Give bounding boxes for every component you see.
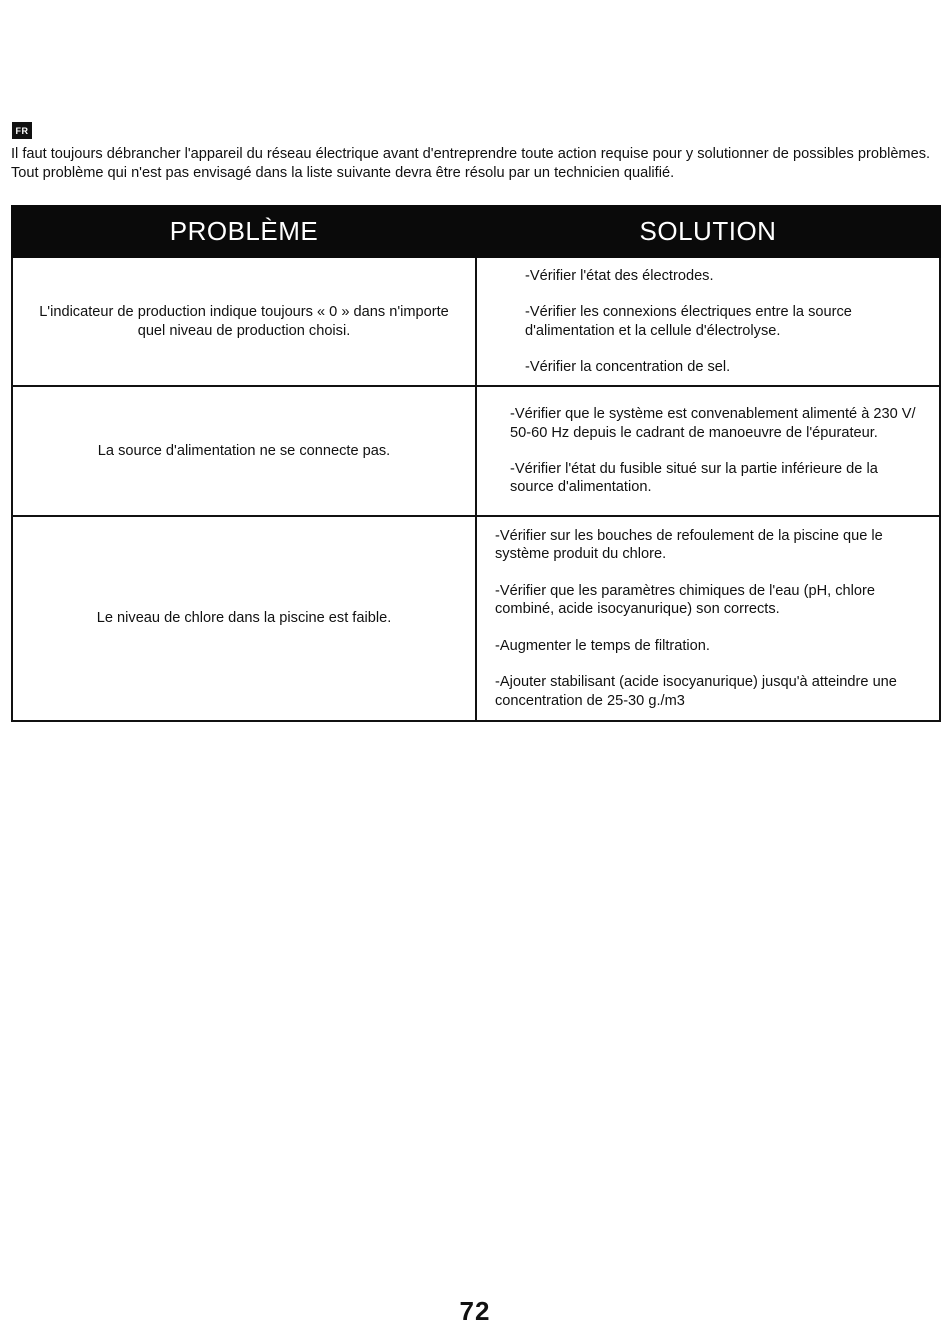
- solution-item: -Vérifier les connexions électriques entre la source d'alimentation et la cellule d'électrolyse.: [525, 304, 852, 339]
- page-number: 72: [459, 1296, 491, 1326]
- problem-cell: Le niveau de chlore dans la piscine est faible.: [12, 516, 476, 721]
- solution-item: -Vérifier que le système est convenablement alimenté à 230 V/ 50-60 Hz depuis le cadrant de manoeuvre de l'épurateur.: [510, 406, 916, 441]
- solution-item: -Vérifier sur les bouches de refoulement de la piscine que le système produit du chlore.: [495, 528, 883, 563]
- intro-paragraph: Il faut toujours débrancher l'appareil du réseau électrique avant d'entreprendre toute action requise pour y solutionner de possibles problèmes. Tout problème qui n'est pas envisagé dans la liste suivante devra être résolu par un technicien qualifié.: [11, 146, 931, 181]
- solution-item: -Vérifier l'état des électrodes.: [525, 267, 714, 284]
- table-row: [12, 386, 940, 516]
- solution-cell: [476, 257, 940, 386]
- problem-cell: La source d'alimentation ne se connecte pas.: [12, 386, 476, 516]
- solution-cell: [476, 516, 940, 721]
- solution-cell: [476, 386, 940, 516]
- table-header-row: [12, 206, 940, 257]
- header-solution: SOLUTION: [476, 206, 940, 257]
- solution-item: -Vérifier que les paramètres chimiques de l'eau (pH, chlore combiné, acide isocyanurique) son corrects.: [495, 582, 875, 618]
- solution-item: -Augmenter le temps de filtration.: [495, 637, 710, 654]
- language-badge: FR: [12, 122, 32, 139]
- header-problem: PROBLÈME: [12, 206, 476, 257]
- solution-item: -Vérifier l'état du fusible situé sur la partie inférieure de la source d'alimentation.: [510, 461, 878, 496]
- solution-item: -Vérifier la concentration de sel.: [525, 358, 731, 375]
- problem-cell: L'indicateur de production indique toujours « 0 » dans n'importe quel niveau de production choisi.: [12, 257, 476, 386]
- troubleshooting-table: [11, 205, 941, 722]
- solution-item: -Ajouter stabilisant (acide isocyanurique) jusqu'à atteindre une concentration de 25-30 g./m3: [495, 674, 897, 709]
- table-row: [12, 516, 940, 721]
- table-row: [12, 257, 940, 386]
